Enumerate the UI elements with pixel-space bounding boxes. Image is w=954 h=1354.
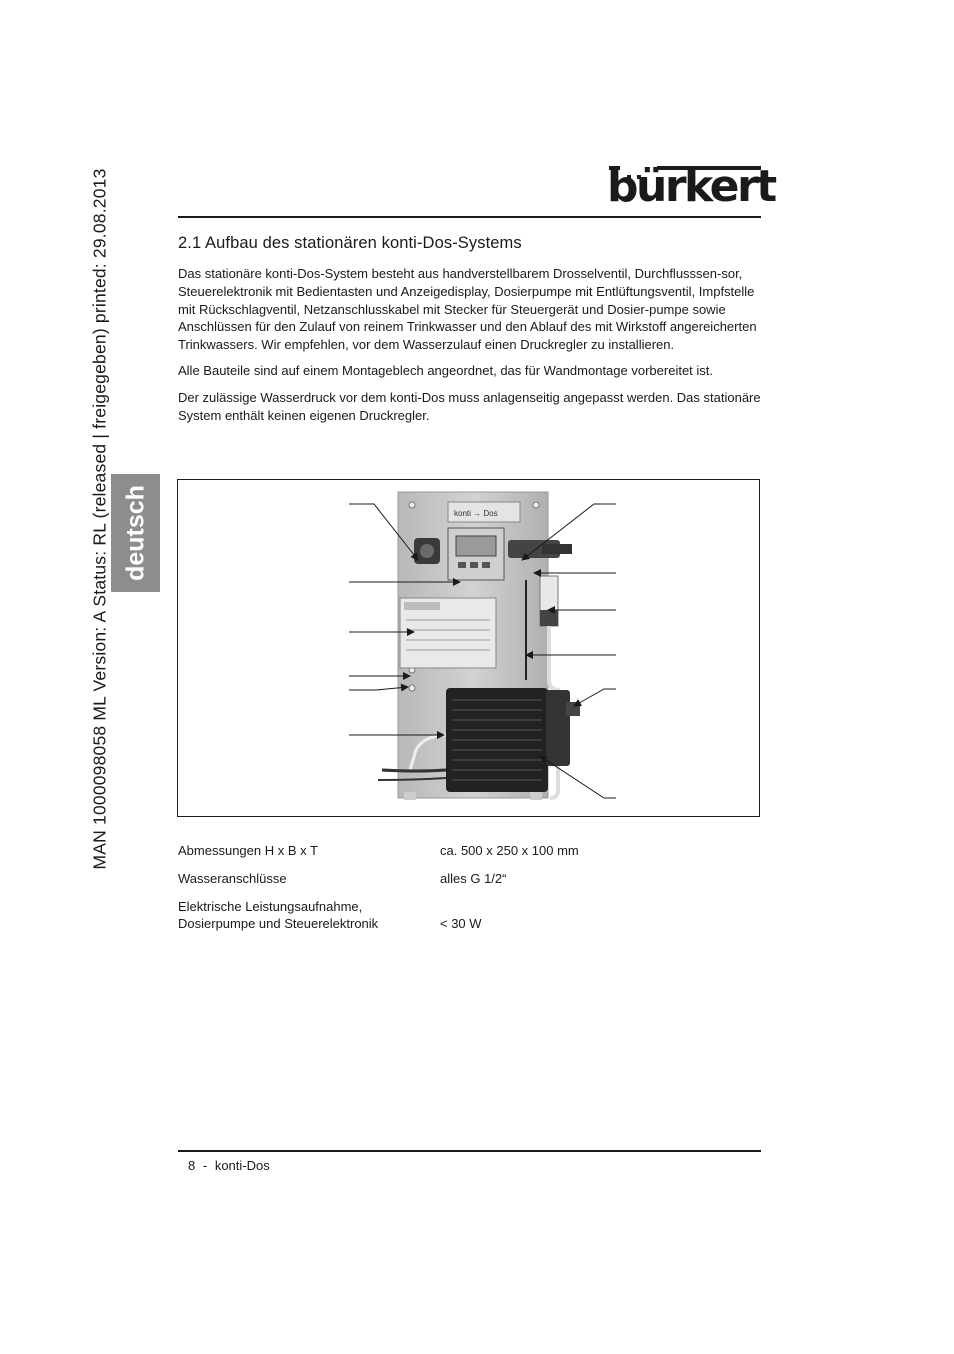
system-figure <box>177 479 760 817</box>
spec-value: < 30 W <box>440 916 482 932</box>
spec-label-line: Dosierpumpe und Steuerelektronik <box>178 916 379 932</box>
section-body <box>178 265 768 433</box>
page-number: 8 <box>188 1158 196 1173</box>
paragraph-mounting: Alle Bauteile sind auf einem Montageblech angeordnet, das für Wandmontage vorbereitet ist. <box>178 363 714 379</box>
spec-value: ca. 500 x 250 x 100 mm <box>440 843 579 858</box>
footer-doc-name: konti-Dos <box>214 1158 270 1173</box>
footer-rule <box>178 1150 761 1152</box>
specifications <box>178 842 761 943</box>
paragraph-pressure: Der zulässige Wasserdruck vor dem konti-Dos muss anlagenseitig angepasst werden. Das stationäre System enthält keinen eigenen Druckregler. <box>178 389 761 423</box>
spec-label-line: Elektrische Leistungsaufnahme, <box>178 898 363 914</box>
system-photo-illustration <box>178 480 761 818</box>
language-tab <box>111 474 160 592</box>
page-footer <box>188 1158 274 1173</box>
brand-label-text: konti → Dos <box>454 509 498 518</box>
paragraph-components: Das stationäre konti-Dos-System besteht aus handverstellbarem Drosselventil, Durchflusssen-sor, Steuerelektronik mit Bedientasten und Anzeigedisplay, Dosierpumpe mit Entlüftungsventil, Impfstelle mit Rückschlagventil, Netzanschlusskabel mit Stecker für Steuergerät und Dosier-pumpe sowie Anschlüssen für den Zulauf von reinem Trinkwasser und den Ablauf des mit Wirkstoff angereicherten Trinkwassers. Wir empfehlen, vor dem Wasserzulauf einen Druckregler zu installieren. <box>178 266 757 353</box>
display <box>456 536 496 556</box>
spec-label <box>178 898 440 934</box>
spec-label: Wasseranschlüsse <box>178 870 287 886</box>
spec-value: alles G 1/2“ <box>440 870 507 886</box>
spec-row-power <box>178 898 761 934</box>
spec-row-dimensions <box>178 842 761 860</box>
logo-wordmark: bürkert <box>607 161 775 212</box>
language-tab-label: deutsch <box>121 485 149 581</box>
spec-label: Abmessungen H x B x T <box>178 843 318 858</box>
header-rule <box>178 216 761 218</box>
document-info-text: MAN 1000098058 ML Version: A Status: RL (released | freigegeben) printed: 29.08.2013 <box>89 168 110 870</box>
burkert-logo <box>607 161 775 212</box>
spec-row-water-connections <box>178 870 761 888</box>
injection-point <box>546 690 570 766</box>
section-title: 2.1 Aufbau des stationären konti-Dos-Systems <box>178 234 522 252</box>
footer-separator: - <box>202 1158 208 1173</box>
